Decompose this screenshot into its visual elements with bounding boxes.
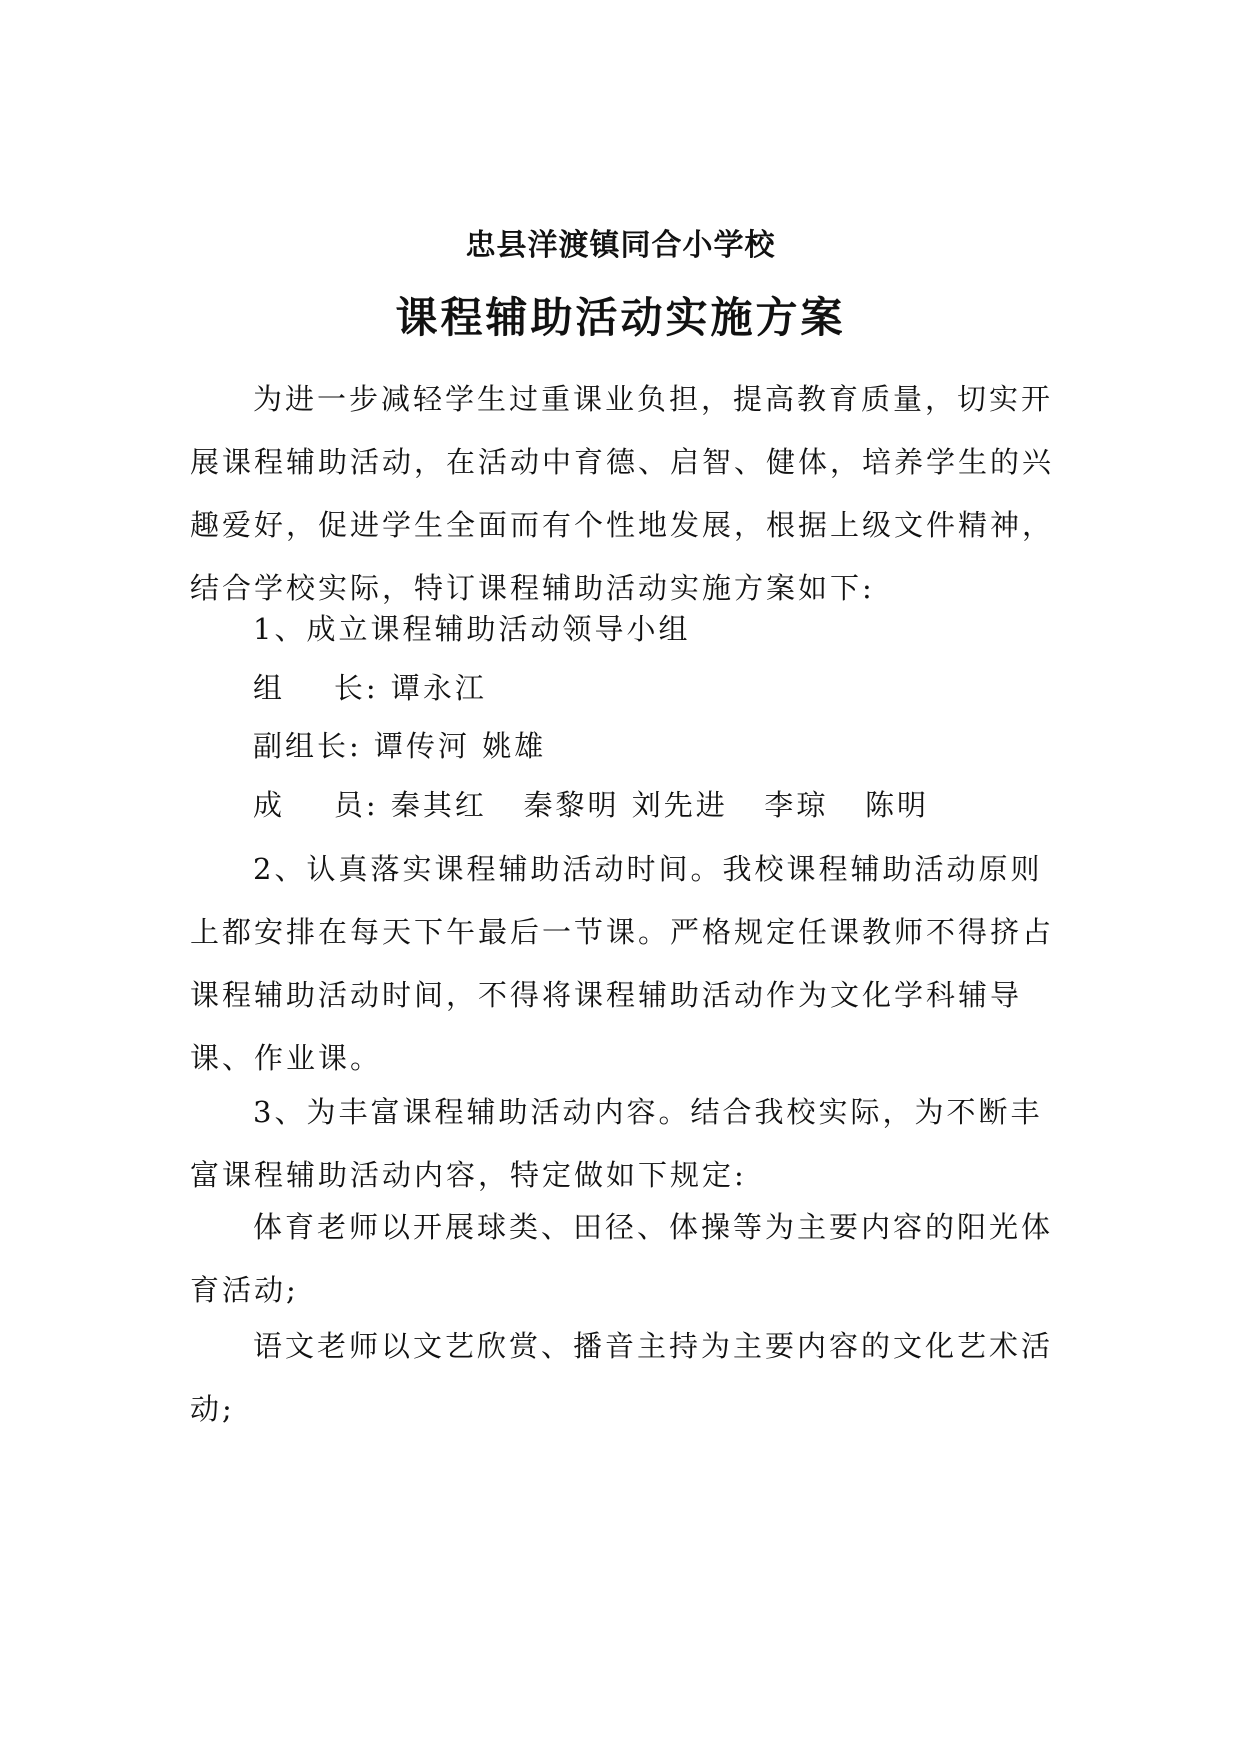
school-name: 忠县洋渡镇同合小学校 — [465, 228, 776, 263]
deputy-leader: 副组长: 谭传河 姚雄 — [253, 729, 547, 763]
document-title: 课程辅助活动实施方案 — [395, 293, 846, 342]
intro-paragraph: 为进一步减轻学生过重课业负担，提高教育质量，切实开展课程辅助活动，在活动中育德、启智、健体，培养学生的兴趣爱好，促进学生全面而有个性地发展，根据上级文件精神，结合学校实际，特订课程辅助活动实施方案如下: — [190, 382, 1055, 605]
group-members: 成 员: 秦其红 秦黎明 刘先进 李琼 陈明 — [253, 788, 930, 822]
pe-teacher-paragraph: 体育老师以开展球类、田径、体操等为主要内容的阳光体育活动; — [190, 1210, 1054, 1307]
chinese-teacher-paragraph: 语文老师以文艺欣赏、播音主持为主要内容的文化艺术活动; — [190, 1329, 1054, 1426]
group-leader: 组 长: 谭永江 — [253, 671, 487, 705]
section2-paragraph: 2、认真落实课程辅助活动时间。我校课程辅助活动原则上都安排在每天下午最后一节课。严格规定任课教师不得挤占课程辅助活动时间，不得将课程辅助活动作为文化学科辅导课、作业课。 — [190, 852, 1055, 1075]
section3-intro: 3、为丰富课程辅助活动内容。结合我校实际，为不断丰富课程辅助活动内容，特定做如下规定: — [190, 1095, 1043, 1192]
section1-heading: 1、成立课程辅助活动领导小组 — [253, 612, 691, 646]
